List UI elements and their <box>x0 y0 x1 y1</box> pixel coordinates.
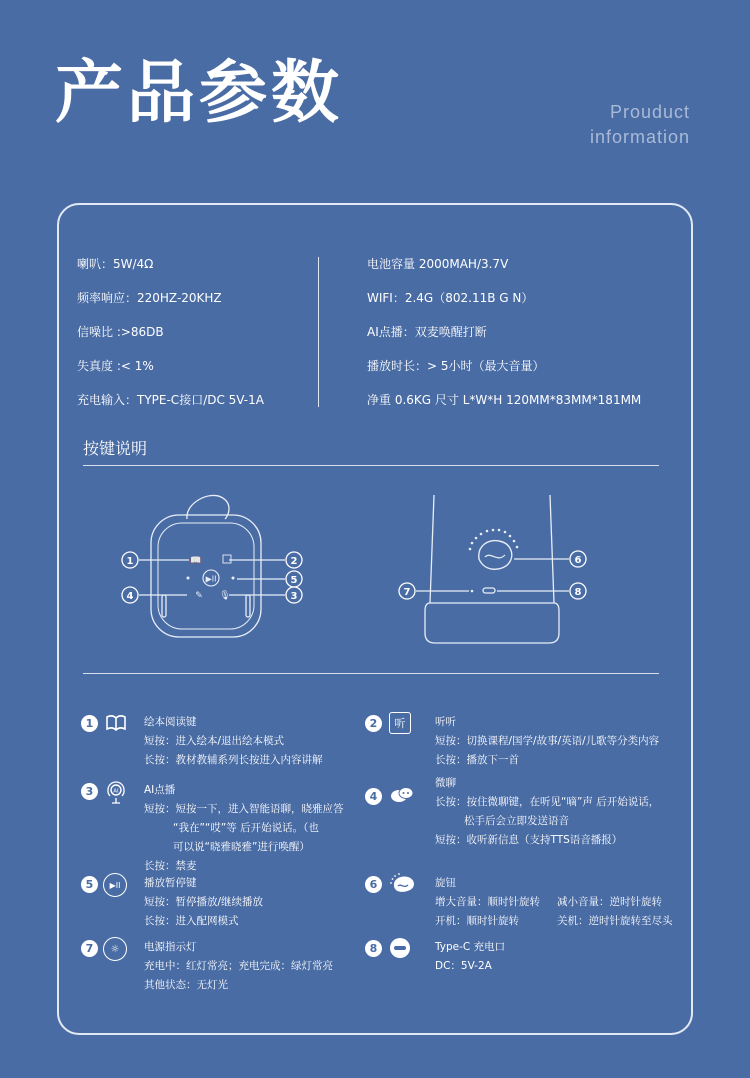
usb-c-icon <box>389 937 411 959</box>
legend-line: DC：5V-2A <box>435 960 492 972</box>
callout-5 <box>286 571 302 587</box>
legend-title: 播放暂停键 <box>144 877 197 889</box>
legend-line: 关机：逆时针旋转至尽头 <box>557 915 673 927</box>
callout-4 <box>122 587 138 603</box>
legend-number: 2 <box>365 715 382 732</box>
legend-number: 4 <box>365 788 382 805</box>
power-light-icon: ☼ <box>103 937 127 961</box>
spec-item: 信噪比 :>86DB <box>77 325 164 339</box>
device-diagram <box>59 483 695 663</box>
spec-item: 净重 0.6KG 尺寸 L*W*H 120MM*83MM*181MM <box>367 393 642 407</box>
legend-line: 长按：播放下一首 <box>435 754 519 766</box>
spec-list-left <box>77 257 264 427</box>
spec-item: 充电输入：TYPE-C接口/DC 5V-1A <box>77 393 264 407</box>
book-icon <box>105 712 127 734</box>
callout-6 <box>570 551 586 567</box>
page-subtitle <box>590 100 690 150</box>
spec-item: WIFI：2.4G（802.11B G N） <box>367 291 534 305</box>
callout-2 <box>286 552 302 568</box>
legend-line: 充电中：红灯常亮；充电完成：绿灯常亮 <box>144 960 333 972</box>
legend-line: 增大音量：顺时针旋转 <box>435 896 540 908</box>
legend-number: 1 <box>81 715 98 732</box>
callout-label: 1 <box>126 556 134 567</box>
spec-item: 失真度 :< 1% <box>77 359 154 373</box>
callout-label: 2 <box>290 556 298 567</box>
callout-3 <box>286 587 302 603</box>
spec-item: 电池容量 2000MAH/3.7V <box>367 257 509 271</box>
usb-port <box>483 588 495 593</box>
callout-8 <box>570 583 586 599</box>
section-divider <box>83 673 659 674</box>
device-front-base <box>425 603 559 643</box>
play-pause-icon: ▶II <box>103 873 127 897</box>
section-divider <box>83 465 659 466</box>
callout-label: 8 <box>574 587 582 598</box>
legend-title: 旋钮 <box>435 877 456 889</box>
chat-button: ✎ <box>195 591 203 601</box>
subtitle-line-2: information <box>589 127 690 147</box>
legend-line: 长按：教材教辅系列长按进入内容讲解 <box>144 754 323 766</box>
legend-line: 可以说“晓雅晓雅”进行唤醒） <box>173 841 310 853</box>
legend-number: 6 <box>365 876 382 893</box>
legend-line: “我在”“哎”等 后开始说话。（也 <box>173 822 319 834</box>
spec-item: AI点播：双麦唤醒打断 <box>367 325 487 339</box>
legend-line: 短按：短按一下，进入智能语聊，晓雅应答 <box>144 803 344 815</box>
subtitle-line-1: Prouduct <box>609 102 690 122</box>
legend-line: 其他状态：无灯光 <box>144 979 228 991</box>
buttons-section-title: 按键说明 <box>83 439 148 458</box>
spec-item: 频率响应：220HZ-20KHZ <box>77 291 222 305</box>
legend-line: 短按：收听新信息（支持TTS语音播报） <box>435 834 623 846</box>
callout-label: 5 <box>290 575 298 586</box>
legend-line: 长按：按住微聊键，在听见“嘀”声 后开始说话， <box>435 796 660 808</box>
legend-title: 绘本阅读键 <box>144 716 197 728</box>
callout-7 <box>399 583 415 599</box>
legend-line: 减小音量：逆时针旋转 <box>557 896 662 908</box>
page-title: 产品参数 <box>55 54 344 133</box>
book-button: 📖 <box>190 556 202 566</box>
mic-button: 🎙 <box>219 591 231 601</box>
legend-line: 长按：禁麦 <box>144 860 197 872</box>
spec-list-right <box>367 257 641 427</box>
knob <box>479 541 512 570</box>
callout-label: 3 <box>290 591 298 602</box>
legend-number: 3 <box>81 783 98 800</box>
callout-label: 6 <box>574 555 582 566</box>
legend-number: 8 <box>365 940 382 957</box>
legend-title: Type-C 充电口 <box>435 941 506 953</box>
legend-line: 开机：顺时针旋转 <box>435 915 519 927</box>
listen-icon: 听 <box>389 712 411 734</box>
legend-number: 7 <box>81 940 98 957</box>
legend-line: 长按：进入配网模式 <box>144 915 239 927</box>
legend-title: 微聊 <box>435 777 456 789</box>
callout-1 <box>122 552 138 568</box>
callout-label: 7 <box>403 587 411 598</box>
spec-item: 喇叭：5W/4Ω <box>77 257 154 271</box>
legend-number: 5 <box>81 876 98 893</box>
spec-card <box>57 203 693 1035</box>
legend-line: 短按：进入绘本/退出绘本模式 <box>144 735 285 747</box>
legend-title: AI点播 <box>144 784 176 796</box>
legend-line: 短按：切换课程/国学/故事/英语/儿歌等分类内容 <box>435 735 660 747</box>
legend-title: 听听 <box>435 716 456 728</box>
callout-label: 4 <box>126 591 134 602</box>
svg-text:AI: AI <box>113 788 119 795</box>
legend-line: 松手后会立即发送语音 <box>464 815 569 827</box>
svg-text:▶II: ▶II <box>205 574 217 584</box>
chat-icon <box>389 785 415 807</box>
device-front-left-edge <box>430 495 434 603</box>
legend-title: 电源指示灯 <box>144 941 197 953</box>
spec-divider <box>318 257 319 407</box>
spec-item: 播放时长：> 5小时（最大音量） <box>367 359 545 373</box>
legend-line: 短按：暂停播放/继续播放 <box>144 896 264 908</box>
knob-icon <box>389 873 417 895</box>
ai-mic-icon <box>105 779 127 805</box>
listen-button <box>223 555 231 563</box>
